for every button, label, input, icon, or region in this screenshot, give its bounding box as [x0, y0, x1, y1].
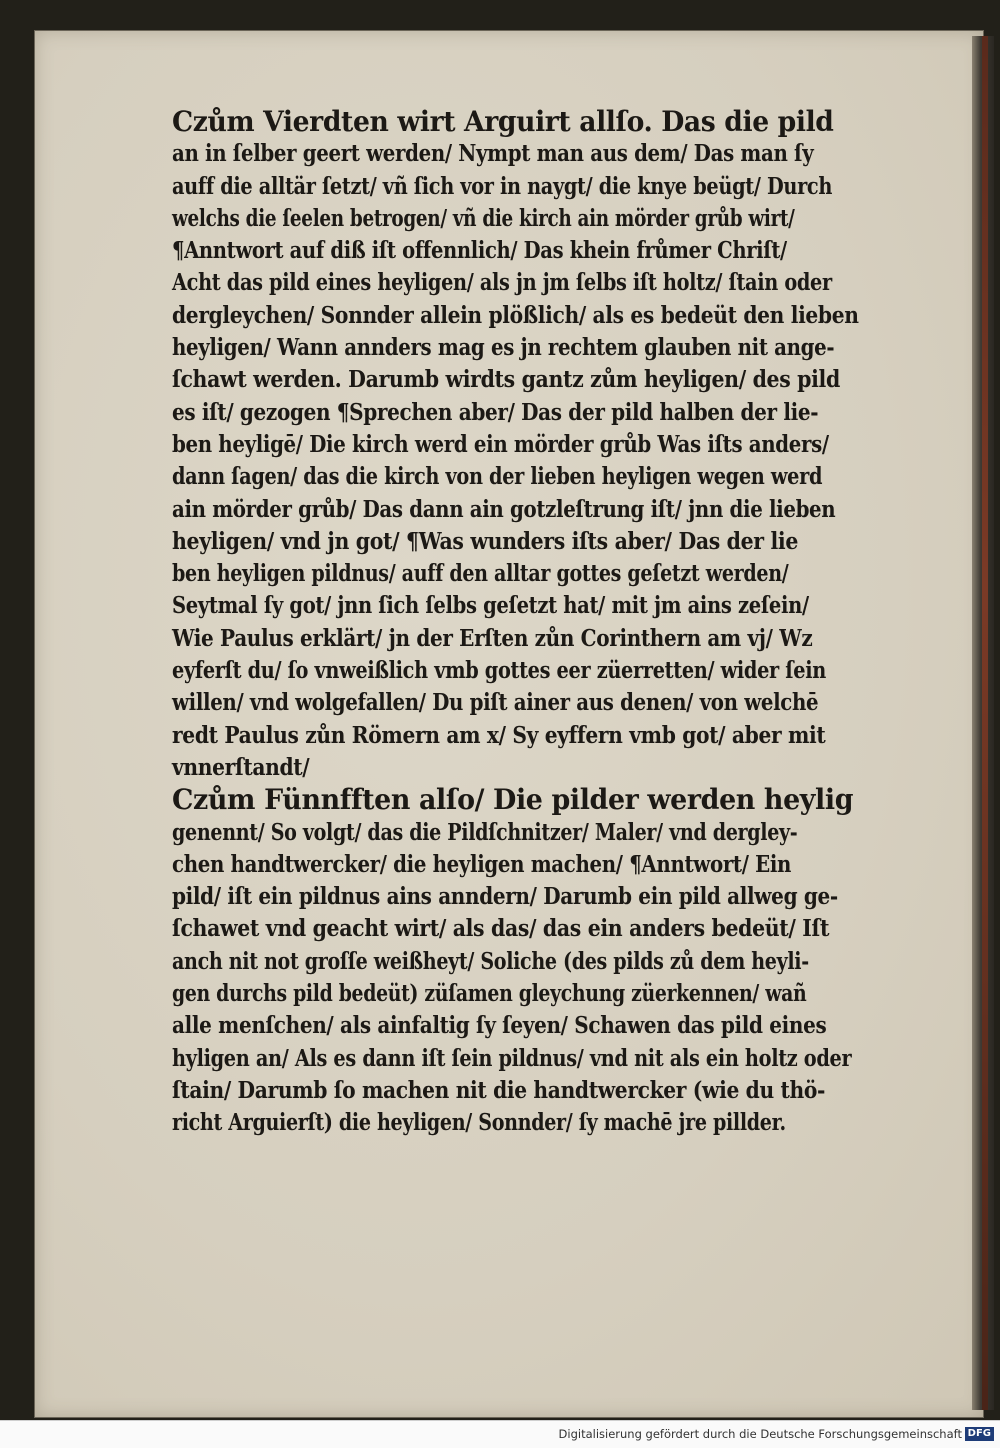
heading-fifth: Czům Fünnfften alſo/ Die pilder werden heylig	[172, 783, 854, 817]
text-line: richt Arguierſt) die heyligen/ Sonnder/ ſy machē jre pillder.	[172, 1109, 786, 1137]
text-line: ben heyligē/ Die kirch werd ein mörder grůb Was iſts anders/	[172, 430, 829, 458]
heading-fourth: Czům Vierdten wirt Arguirt allſo. Das die pild	[172, 105, 834, 138]
text-line: welchs die ſeelen betrogen/ vñ die kirch ain mörder grůb wirt/	[172, 204, 795, 232]
text-line: anch nit not groſſe weißheyt/ Soliche (des pilds zů dem heyli-	[172, 947, 809, 975]
text-line: ben heyligen pildnus/ auff den alltar gottes geſetzt werden/	[172, 560, 789, 588]
text-line: heyligen/ vnd jn got/ ¶Was wunders iſts aber/ Das der lie	[172, 527, 799, 555]
text-line: heyligen/ Wann annders mag es jn rechtem glauben nit ange-	[172, 334, 835, 362]
text-line: willen/ vnd wolgefallen/ Du piſt ainer aus denen/ von welchē	[172, 689, 819, 717]
text-line: Wie Paulus erklärt/ jn der Erſten zůn Corinthern am vj/ Wz	[172, 624, 813, 652]
text-line: dergleychen/ Sonnder allein plößlich/ als es bedeüt den lieben	[172, 301, 859, 329]
footer-bar	[0, 1420, 1000, 1448]
text-line: pild/ iſt ein pildnus ains anndern/ Darumb ein pild allweg ge-	[172, 883, 838, 911]
binding-strip	[982, 36, 988, 1410]
text-line: vnnerſtandt/	[172, 753, 310, 781]
text-line: auff die alltär ſetzt/ vñ ſich vor in naygt/ die knye beügt/ Durch	[172, 172, 833, 200]
text-line: eyferſt du/ ſo vnweißlich vmb gottes eer züerretten/ wider ſein	[172, 657, 826, 685]
text-line: ain mörder grůb/ Das dann ain gotzleſtrung iſt/ jnn die lieben	[172, 495, 836, 523]
text-line: Acht das pild eines heyligen/ als jn jm ſelbs iſt holtz/ ſtain oder	[172, 269, 832, 297]
text-line: an in ſelber geert werden/ Nympt man aus dem/ Das man ſy	[172, 140, 814, 168]
text-line: dann ſagen/ das die kirch von der lieben heyligen wegen werd	[172, 463, 823, 491]
text-line: ſtain/ Darumb ſo machen nit die handtwercker (wie du thö-	[172, 1076, 826, 1104]
book-edge	[972, 36, 994, 1410]
funding-credit: Digitalisierung gefördert durch die Deutsche Forschungsgemeinschaft	[558, 1427, 962, 1441]
text-line: genennt/ So volgt/ das die Pildſchnitzer/ Maler/ vnd dergley-	[172, 818, 798, 846]
dfg-logo-icon: DFG	[965, 1427, 994, 1441]
text-line: Seytmal ſy got/ jnn ſich ſelbs geſetzt hat/ mit jm ains zeſein/	[172, 592, 809, 620]
text-line: alle menſchen/ als ainfaltig ſy ſeyen/ Schawen das pild eines	[172, 1012, 827, 1040]
text-line: ſchawt werden. Darumb wirdts gantz zům heyligen/ des pild	[172, 366, 840, 394]
text-line: ¶Anntwort auf diß iſt offennlich/ Das khein frůmer Chriſt/	[172, 237, 787, 265]
text-line: es iſt/ gezogen ¶Sprechen aber/ Das der pild halben der lie-	[172, 398, 819, 426]
text-line: chen handtwercker/ die heyligen machen/ ¶Anntwort/ Ein	[172, 850, 792, 878]
text-line: hyligen an/ Als es dann iſt ſein pildnus/ vnd nit als ein holtz oder	[172, 1044, 852, 1072]
text-line: gen durchs pild bedeüt) züſamen gleychung züerkennen/ wañ	[172, 980, 807, 1008]
text-line: ſchawet vnd geacht wirt/ als das/ das ein anders bedeüt/ Iſt	[172, 915, 830, 943]
page-text	[172, 106, 960, 1140]
text-line: redt Paulus zůn Römern am x/ Sy eyffern vmb got/ aber mit	[172, 721, 826, 749]
